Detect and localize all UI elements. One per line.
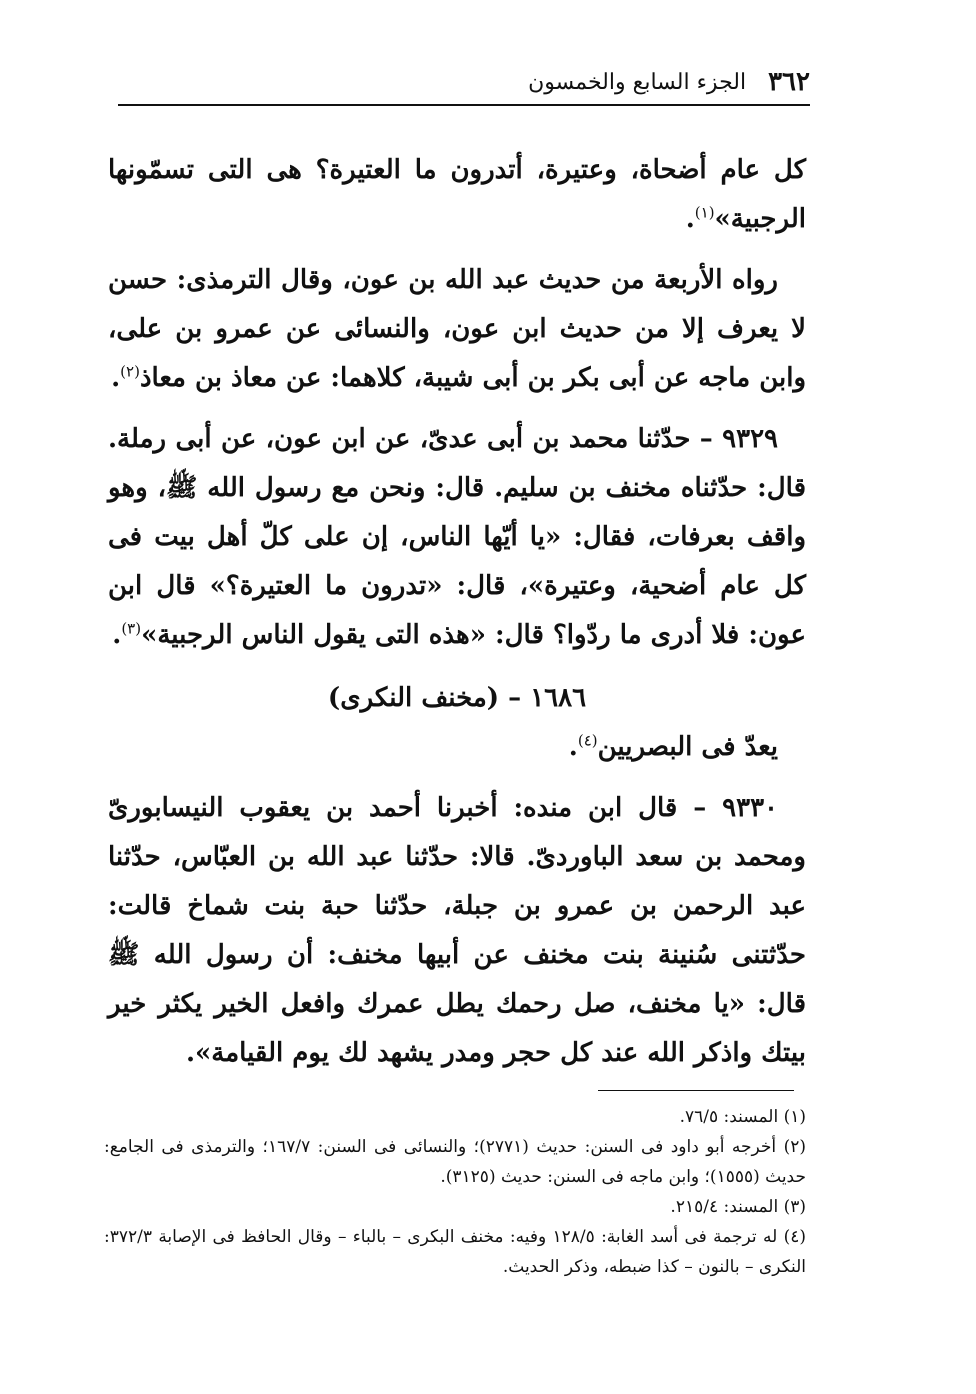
footnotes [104,1102,806,1282]
hadith-9329: ٩٣٢٩ – حدّثنا محمد بن أبى عدىّ، عن ابن عون، عن أبى رملة. قال: حدّثناه مخنف بن سليم. قال: ونحن مع رسول الله ﷺ، وهو واقف بعرفات، فقال: «يا أيّها الناس، إن على كلّ أهل بيت فى كل عام أضحية، وعتيرة»، قال: «تدرون ما العتيرة؟» قال ابن عون: فلا أدرى ما ردّوا؟ قال: «هذه التى يقول الناس الرجبية»$^{(٣)}$. [108,424,806,650]
paragraph-4-text: يعدّ فى البصريين [597,732,778,762]
paragraph-1: كل عام أضحاة، وعتيرة، أتدرون ما العتيرة؟ هى التى تسمّونها الرجبية»$^{(١)}$. [108,155,806,234]
footnote-3: (٣) المسند: ٢١٥/٤. [670,1197,806,1217]
footnote-2: (٢) أخرجه أبو داود فى السنن: حديث (٢٧٧١)؛ والنسائى فى السنن: ١٦٧/٧؛ والترمذى فى الجامع: حديث (١٥٥٥)؛ وابن ماجه فى السنن: حديث (٣١٢٥). [104,1137,807,1187]
header-rule [118,104,810,106]
hadith-9330: ٩٣٣٠ – قال ابن منده: أخبرنا أحمد بن يعقوب النيسابورىّ ومحمد بن سعد الباوردىّ. قالا: حدّثنا عبد الله بن العبّاس، حدّثنا عبد الرحمن بن عمرو بن جبلة، حدّثنا حبة بنت شماخ قالت: حدّثتنى سُنينة بنت مخنف عن أبيها مخنف: أن رسول الله ﷺ قال: «يا مخنف، صل رحمك يطل عمرك وافعل الخير يكثر خير بيتك واذكر الله عند كل حجر ومدر يشهد لك يوم القيامة». [108,793,806,1068]
paragraph-1-text: كل عام أضحاة، وعتيرة، أتدرون ما العتيرة؟ هى التى تسمّونها الرجبية» [108,155,806,234]
footnote-ref-4[interactable]: (٤) [577,731,598,750]
hadith-9329-text: ٩٣٢٩ – حدّثنا محمد بن أبى عدىّ، عن ابن عون، عن أبى رملة. قال: حدّثناه مخنف بن سليم. قال: ونحن مع رسول الله ﷺ، وهو واقف بعرفات، فقال: «يا أيّها الناس، إن على كلّ أهل بيت فى كل عام أضحية، وعتيرة»، قال: «تدرون ما العتيرة؟» قال ابن عون: فلا أدرى ما ردّوا؟ قال: «هذه التى يقول الناس الرجبية» [108,424,806,650]
footnote-ref-3[interactable]: (٣) [121,619,142,638]
running-title: الجزء السابع والخمسون [528,69,747,95]
page-header [118,62,810,102]
main-text [108,146,806,1090]
footnote-ref-2[interactable]: (٢) [120,362,140,381]
footnote-1: (١) المسند: ٧٦/٥. [679,1107,806,1127]
footnote-4: (٤) له ترجمة فى أسد الغابة: ١٢٨/٥ وفيه: مخنف البكرى – بالباء – وقال الحافظ فى الإصابة ٣٧٢/٣: النكرى – بالنون – كذا ضبطه، وذكر الحديث. [104,1227,806,1277]
paragraph-2: رواه الأربعة من حديث عبد الله بن عون، وقال الترمذى: حسن لا يعرف إلا من حديث ابن عون، والنسائى عن عمرو بن على، وابن ماجه عن أبى بكر بن أبى شيبة، كلاهما: عن معاذ بن معاذ$^{(٢)}$. [108,265,806,393]
footnote-rule [598,1090,794,1091]
footnote-ref-1[interactable]: (١) [694,203,715,222]
page-number: ٣٦٢ [768,67,810,97]
section-heading: ١٦٨٦ – (مخنف النكرى) [327,683,587,713]
paragraph-4: يعدّ فى البصريين$^{(٤)}$. [568,731,778,762]
paragraph-2-text: رواه الأربعة من حديث عبد الله بن عون، وقال الترمذى: حسن لا يعرف إلا من حديث ابن عون، والنسائى عن عمرو بن على، وابن ماجه عن أبى بكر بن أبى شيبة، كلاهما: عن معاذ بن معاذ [108,265,806,393]
